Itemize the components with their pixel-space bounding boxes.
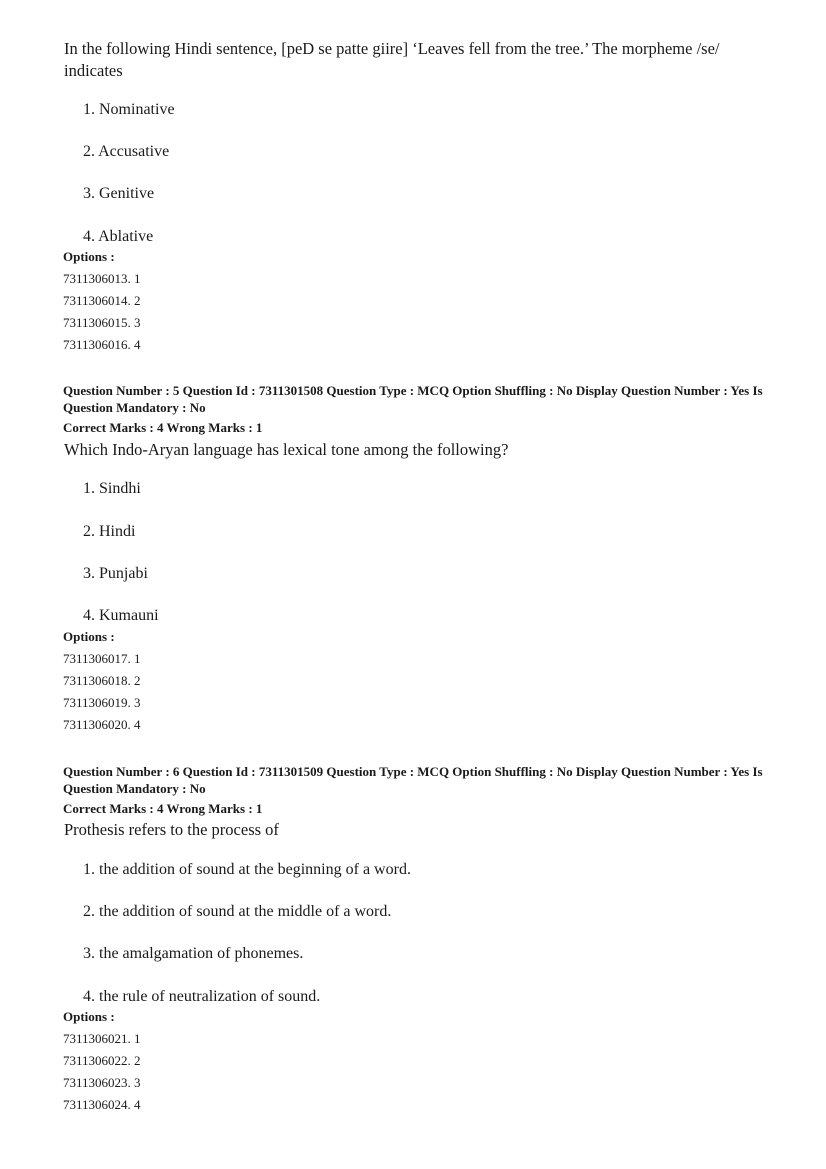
option-id-2: 7311306014. 2 [63, 293, 141, 308]
option-id-4: 7311306020. 4 [63, 717, 141, 732]
choice-2: 2. Hindi [83, 523, 136, 540]
option-id-2: 7311306018. 2 [63, 673, 141, 688]
option-id-4: 7311306016. 4 [63, 337, 141, 352]
choice-4: 4. Ablative [83, 228, 154, 245]
choice-1: 1. Sindhi [83, 480, 141, 497]
options-label: Options : [63, 249, 115, 264]
question-marks: Correct Marks : 4 Wrong Marks : 1 [63, 420, 263, 435]
choice-1: 1. the addition of sound at the beginning of a word. [83, 861, 411, 878]
choice-3: 3. Punjabi [83, 565, 148, 582]
question-text: In the following Hindi sentence, [peD se patte giire] ‘Leaves fell from the tree.’ The morpheme /se/ indicates [64, 39, 720, 80]
option-id-3: 7311306015. 3 [63, 315, 141, 330]
question-text: Which Indo-Aryan language has lexical tone among the following? [64, 440, 509, 459]
choice-2: 2. Accusative [83, 143, 170, 160]
choice-3: 3. the amalgamation of phonemes. [83, 945, 304, 962]
option-id-1: 7311306017. 1 [63, 651, 141, 666]
option-id-1: 7311306013. 1 [63, 271, 141, 286]
option-id-2: 7311306022. 2 [63, 1053, 141, 1068]
option-id-1: 7311306021. 1 [63, 1031, 141, 1046]
question-text: Prothesis refers to the process of [64, 820, 279, 839]
choice-2: 2. the addition of sound at the middle of a word. [83, 903, 392, 920]
choice-4: 4. the rule of neutralization of sound. [83, 988, 321, 1005]
question-meta: Question Number : 6 Question Id : 7311301509 Question Type : MCQ Option Shuffling : No Display Question Number : Yes Is Question Mandatory : No [63, 764, 763, 796]
options-label: Options : [63, 629, 115, 644]
choice-4: 4. Kumauni [83, 607, 159, 624]
option-id-3: 7311306019. 3 [63, 695, 141, 710]
options-label: Options : [63, 1009, 115, 1024]
question-marks: Correct Marks : 4 Wrong Marks : 1 [63, 801, 263, 816]
choice-1: 1. Nominative [83, 101, 175, 118]
question-meta: Question Number : 5 Question Id : 7311301508 Question Type : MCQ Option Shuffling : No Display Question Number : Yes Is Question Mandatory : No [63, 383, 763, 415]
choice-3: 3. Genitive [83, 185, 155, 202]
option-id-4: 7311306024. 4 [63, 1097, 141, 1112]
option-id-3: 7311306023. 3 [63, 1075, 141, 1090]
